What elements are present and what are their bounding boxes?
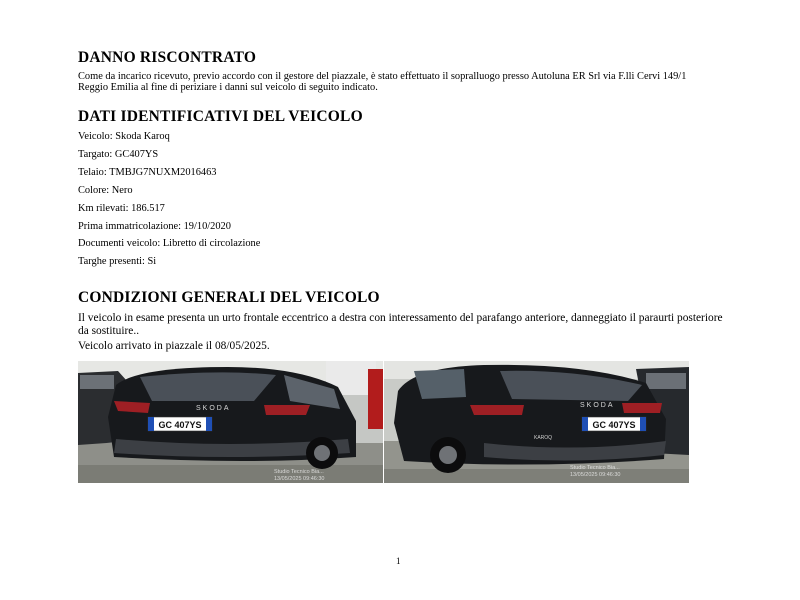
photo1-watermark: Studio Tecnico Bia...	[274, 469, 324, 475]
vehicle-photo-rear-left	[78, 361, 383, 483]
field-chassis: Telaio: TMBJG7NUXM2016463	[78, 167, 217, 178]
section-title-vehicle-data: DATI IDENTIFICATIVI DEL VEICOLO	[78, 108, 363, 125]
field-registration-date: Prima immatricolazione: 19/10/2020	[78, 221, 231, 232]
photo1-badge: SKODA	[196, 405, 231, 412]
photo1-plate: GC 407YS	[158, 420, 202, 430]
vehicle-photo-rear-right	[384, 361, 689, 483]
photo2-model-badge: KAROQ	[534, 435, 553, 441]
photo2-watermark: Studio Tecnico Bia...	[570, 465, 620, 471]
photo2-timestamp: 13/05/2025 09:46:30	[570, 472, 621, 478]
conditions-text: Il veicolo in esame presenta un urto frontale eccentrico a destra con interessamento del parafango anteriore, danneggiato il paraurti posteriore da sostituire..	[78, 312, 723, 337]
field-vehicle: Veicolo: Skoda Karoq	[78, 131, 170, 142]
photo1-timestamp: 13/05/2025 09:46:30	[274, 476, 325, 482]
section-title-conditions: CONDIZIONI GENERALI DEL VEICOLO	[78, 289, 380, 306]
field-km: Km rilevati: 186.517	[78, 203, 165, 214]
photo2-plate: GC 407YS	[592, 420, 636, 430]
section-title-damage: DANNO RISCONTRATO	[78, 49, 257, 66]
page-number: 1	[396, 556, 401, 566]
damage-intro-text: Come da incarico ricevuto, previo accordo con il gestore del piazzale, è stato effettuato il sopralluogo presso Autoluna ER Srl via F.lli Cervi 149/1 Reggio Emilia al fine di periziare i danni sul veicolo di seguito indicato.	[78, 71, 687, 94]
field-plates-present: Targhe presenti: Si	[78, 256, 157, 267]
arrival-text: Veicolo arrivato in piazzale il 08/05/2025.	[78, 340, 270, 352]
field-color: Colore: Nero	[78, 185, 133, 196]
field-documents: Documenti veicolo: Libretto di circolazione	[78, 238, 261, 249]
photo2-badge: SKODA	[580, 402, 615, 409]
field-plate: Targato: GC407YS	[78, 149, 159, 160]
